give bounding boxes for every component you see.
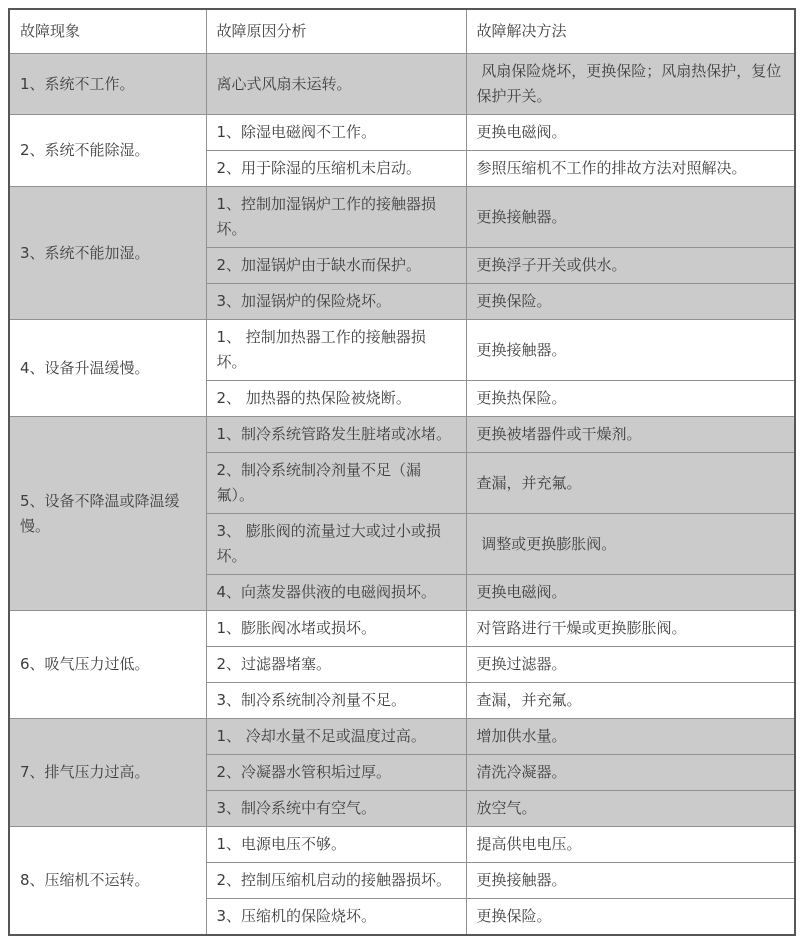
solution-cell: 参照压缩机不工作的排故方法对照解决。 [466, 151, 795, 187]
cause-cell: 1、制冷系统管路发生脏堵或冰堵。 [206, 417, 466, 453]
solution-cell: 更换电磁阀。 [466, 115, 795, 151]
solution-cell: 更换热保险。 [466, 381, 795, 417]
phenomenon-cell: 5、设备不降温或降温缓慢。 [9, 417, 206, 611]
cause-cell: 3、压缩机的保险烧坏。 [206, 899, 466, 936]
cause-cell: 1、除湿电磁阀不工作。 [206, 115, 466, 151]
fault-table [8, 8, 796, 936]
phenomenon-cell: 7、排气压力过高。 [9, 719, 206, 827]
solution-cell: 更换浮子开关或供水。 [466, 248, 795, 284]
table-row [9, 719, 795, 755]
cause-cell: 1、膨胀阀冰堵或损坏。 [206, 611, 466, 647]
solution-cell: 增加供水量。 [466, 719, 795, 755]
solution-cell: 更换接触器。 [466, 320, 795, 381]
solution-cell: 更换接触器。 [466, 187, 795, 248]
table-row [9, 611, 795, 647]
cause-cell: 2、用于除湿的压缩机未启动。 [206, 151, 466, 187]
solution-cell: 查漏，并充氟。 [466, 683, 795, 719]
cause-cell: 2、制冷系统制冷剂量不足（漏氟）。 [206, 453, 466, 514]
cause-cell: 2、冷凝器水管积垢过厚。 [206, 755, 466, 791]
solution-cell: 风扇保险烧坏，更换保险；风扇热保护，复位保护开关。 [466, 54, 795, 115]
table-row [9, 320, 795, 381]
cause-cell: 1、控制加湿锅炉工作的接触器损坏。 [206, 187, 466, 248]
phenomenon-cell: 6、吸气压力过低。 [9, 611, 206, 719]
table-row [9, 115, 795, 151]
phenomenon-cell: 3、系统不能加湿。 [9, 187, 206, 320]
solution-cell: 清洗冷凝器。 [466, 755, 795, 791]
cause-cell: 1、 冷却水量不足或温度过高。 [206, 719, 466, 755]
cause-cell: 2、加湿锅炉由于缺水而保护。 [206, 248, 466, 284]
table-row [9, 54, 795, 115]
cause-cell: 1、电源电压不够。 [206, 827, 466, 863]
solution-cell: 提高供电电压。 [466, 827, 795, 863]
table-row [9, 187, 795, 248]
cause-cell: 3、制冷系统中有空气。 [206, 791, 466, 827]
phenomenon-cell: 2、系统不能除湿。 [9, 115, 206, 187]
solution-cell: 更换保险。 [466, 899, 795, 936]
cause-cell: 1、 控制加热器工作的接触器损坏。 [206, 320, 466, 381]
phenomenon-cell: 8、压缩机不运转。 [9, 827, 206, 936]
solution-cell: 更换过滤器。 [466, 647, 795, 683]
phenomenon-cell: 1、系统不工作。 [9, 54, 206, 115]
phenomenon-cell: 4、设备升温缓慢。 [9, 320, 206, 417]
cause-cell: 2、过滤器堵塞。 [206, 647, 466, 683]
header-cell-cause: 故障原因分析 [206, 9, 466, 54]
cause-cell: 3、制冷系统制冷剂量不足。 [206, 683, 466, 719]
cause-cell: 2、控制压缩机启动的接触器损坏。 [206, 863, 466, 899]
solution-cell: 查漏，并充氟。 [466, 453, 795, 514]
cause-cell: 3、加湿锅炉的保险烧坏。 [206, 284, 466, 320]
solution-cell: 更换接触器。 [466, 863, 795, 899]
fault-table-body [9, 54, 795, 936]
header-row [9, 9, 795, 54]
header-cell-solution: 故障解决方法 [466, 9, 795, 54]
solution-cell: 对管路进行干燥或更换膨胀阀。 [466, 611, 795, 647]
cause-cell: 4、向蒸发器供液的电磁阀损坏。 [206, 575, 466, 611]
table-row [9, 417, 795, 453]
solution-cell: 更换保险。 [466, 284, 795, 320]
cause-cell: 2、 加热器的热保险被烧断。 [206, 381, 466, 417]
cause-cell: 离心式风扇未运转。 [206, 54, 466, 115]
solution-cell: 调整或更换膨胀阀。 [466, 514, 795, 575]
cause-cell: 3、 膨胀阀的流量过大或过小或损坏。 [206, 514, 466, 575]
solution-cell: 更换被堵器件或干燥剂。 [466, 417, 795, 453]
solution-cell: 放空气。 [466, 791, 795, 827]
solution-cell: 更换电磁阀。 [466, 575, 795, 611]
header-cell-phenomenon: 故障现象 [9, 9, 206, 54]
